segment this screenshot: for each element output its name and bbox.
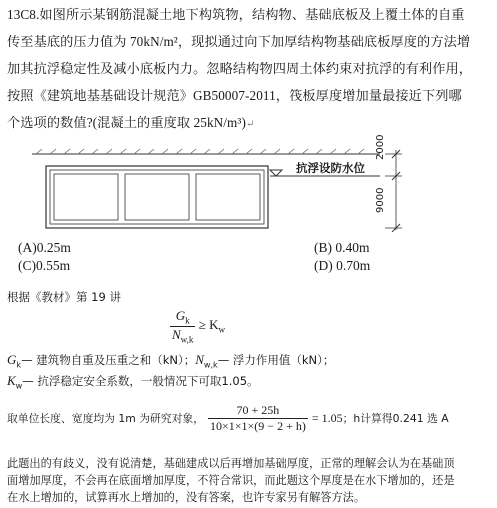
calc-denominator: 10×1×1×(9 − 2 + h) (210, 419, 306, 433)
question-line-4: 按照《建筑地基基础设计规范》GB50007-2011，筏板厚度增加量最接近下列哪 (7, 88, 462, 103)
option-c: (C)0.55m (18, 258, 71, 273)
reference-line: 根据《教材》第 19 讲 (7, 290, 121, 304)
question-line-5-text: 个选项的数值?(混凝土的重度取 25kN/m³) (7, 115, 246, 130)
formula-relation-sub: w (218, 324, 226, 335)
def-gk-text: — 建筑物自重及压重之和（kN）； (21, 353, 196, 367)
dim-label-2000: 2000 (375, 134, 386, 160)
formula-den-symbol: N (172, 326, 181, 342)
formula-relation: ≥ K (198, 317, 219, 333)
def-nwk-text: — 浮力作用值（kN）； (217, 353, 335, 367)
def-nwk-symbol: N (195, 352, 204, 367)
cell-left (54, 174, 118, 220)
cell-right (196, 174, 260, 220)
cell-middle (125, 174, 189, 220)
calc-numerator: 70 + 25h (208, 403, 308, 419)
calc-result: ；h计算得0.241 选 A (342, 412, 449, 425)
remark-line-1: 此题出的有歧义，没有说清楚，基础建成以后再增加基础厚度，正常的理解会认为在基础顶 (7, 457, 455, 470)
formula-num-sub: k (185, 315, 190, 326)
definition-line-2 (7, 373, 259, 390)
definition-line-1 (7, 352, 334, 369)
question-line-5 (7, 115, 254, 133)
def-kw-symbol: K (7, 373, 16, 388)
def-nwk-sub: w,k (203, 360, 218, 370)
formula-fraction (170, 308, 195, 344)
remark-line-2: 面增加厚度，不会再在底面增加厚度，不符合常识，而此题这个厚度是在水下增加的，还是 (7, 474, 455, 487)
ground-hatch (36, 149, 364, 154)
calculation-line (7, 403, 449, 434)
formula-den-sub: w,k (180, 334, 194, 345)
calc-fraction (208, 403, 308, 434)
dim-label-9000: 9000 (375, 187, 386, 213)
water-level-label: 抗浮设防水位 (296, 161, 365, 175)
def-kw-sub: w (15, 381, 23, 391)
stability-formula (170, 308, 225, 344)
question-line-2: 传至基底的压力值为 70kN/m²，现拟通过向下加厚结构物基础底板厚度的方法增 (7, 34, 471, 49)
water-level-marker (270, 170, 282, 176)
structure-figure (30, 140, 430, 232)
structure-outer-wall (46, 166, 268, 228)
def-gk-symbol: G (7, 352, 17, 367)
formula-num-symbol: G (175, 308, 186, 323)
structure-inner-wall (50, 170, 264, 224)
calc-equals: = 1.05 (311, 411, 343, 425)
remark-line-3: 在水上增加的，试算再水上增加的，没有答案，也许专家另有解答方法。 (7, 491, 366, 504)
def-gk-sub: k (16, 360, 22, 370)
option-d: (D) 0.70m (314, 258, 371, 273)
calc-intro: 取单位长度、宽度均为 1m 为研究对象， (7, 412, 204, 425)
option-b: (B) 0.40m (314, 240, 370, 255)
question-line-3: 加其抗浮稳定性及减小底板内力。忽略结构物四周土体约束对抗浮的有利作用， (7, 61, 473, 76)
question-line-1: 13C8.如图所示某钢筋混凝土地下构筑物，结构物、基础底板及上覆土体的自重 (7, 7, 465, 22)
option-a: (A)0.25m (18, 240, 71, 255)
return-mark: ↵ (245, 119, 255, 130)
def-kw-text: — 抗浮稳定安全系数，一般情况下可取1.05。 (22, 374, 259, 388)
